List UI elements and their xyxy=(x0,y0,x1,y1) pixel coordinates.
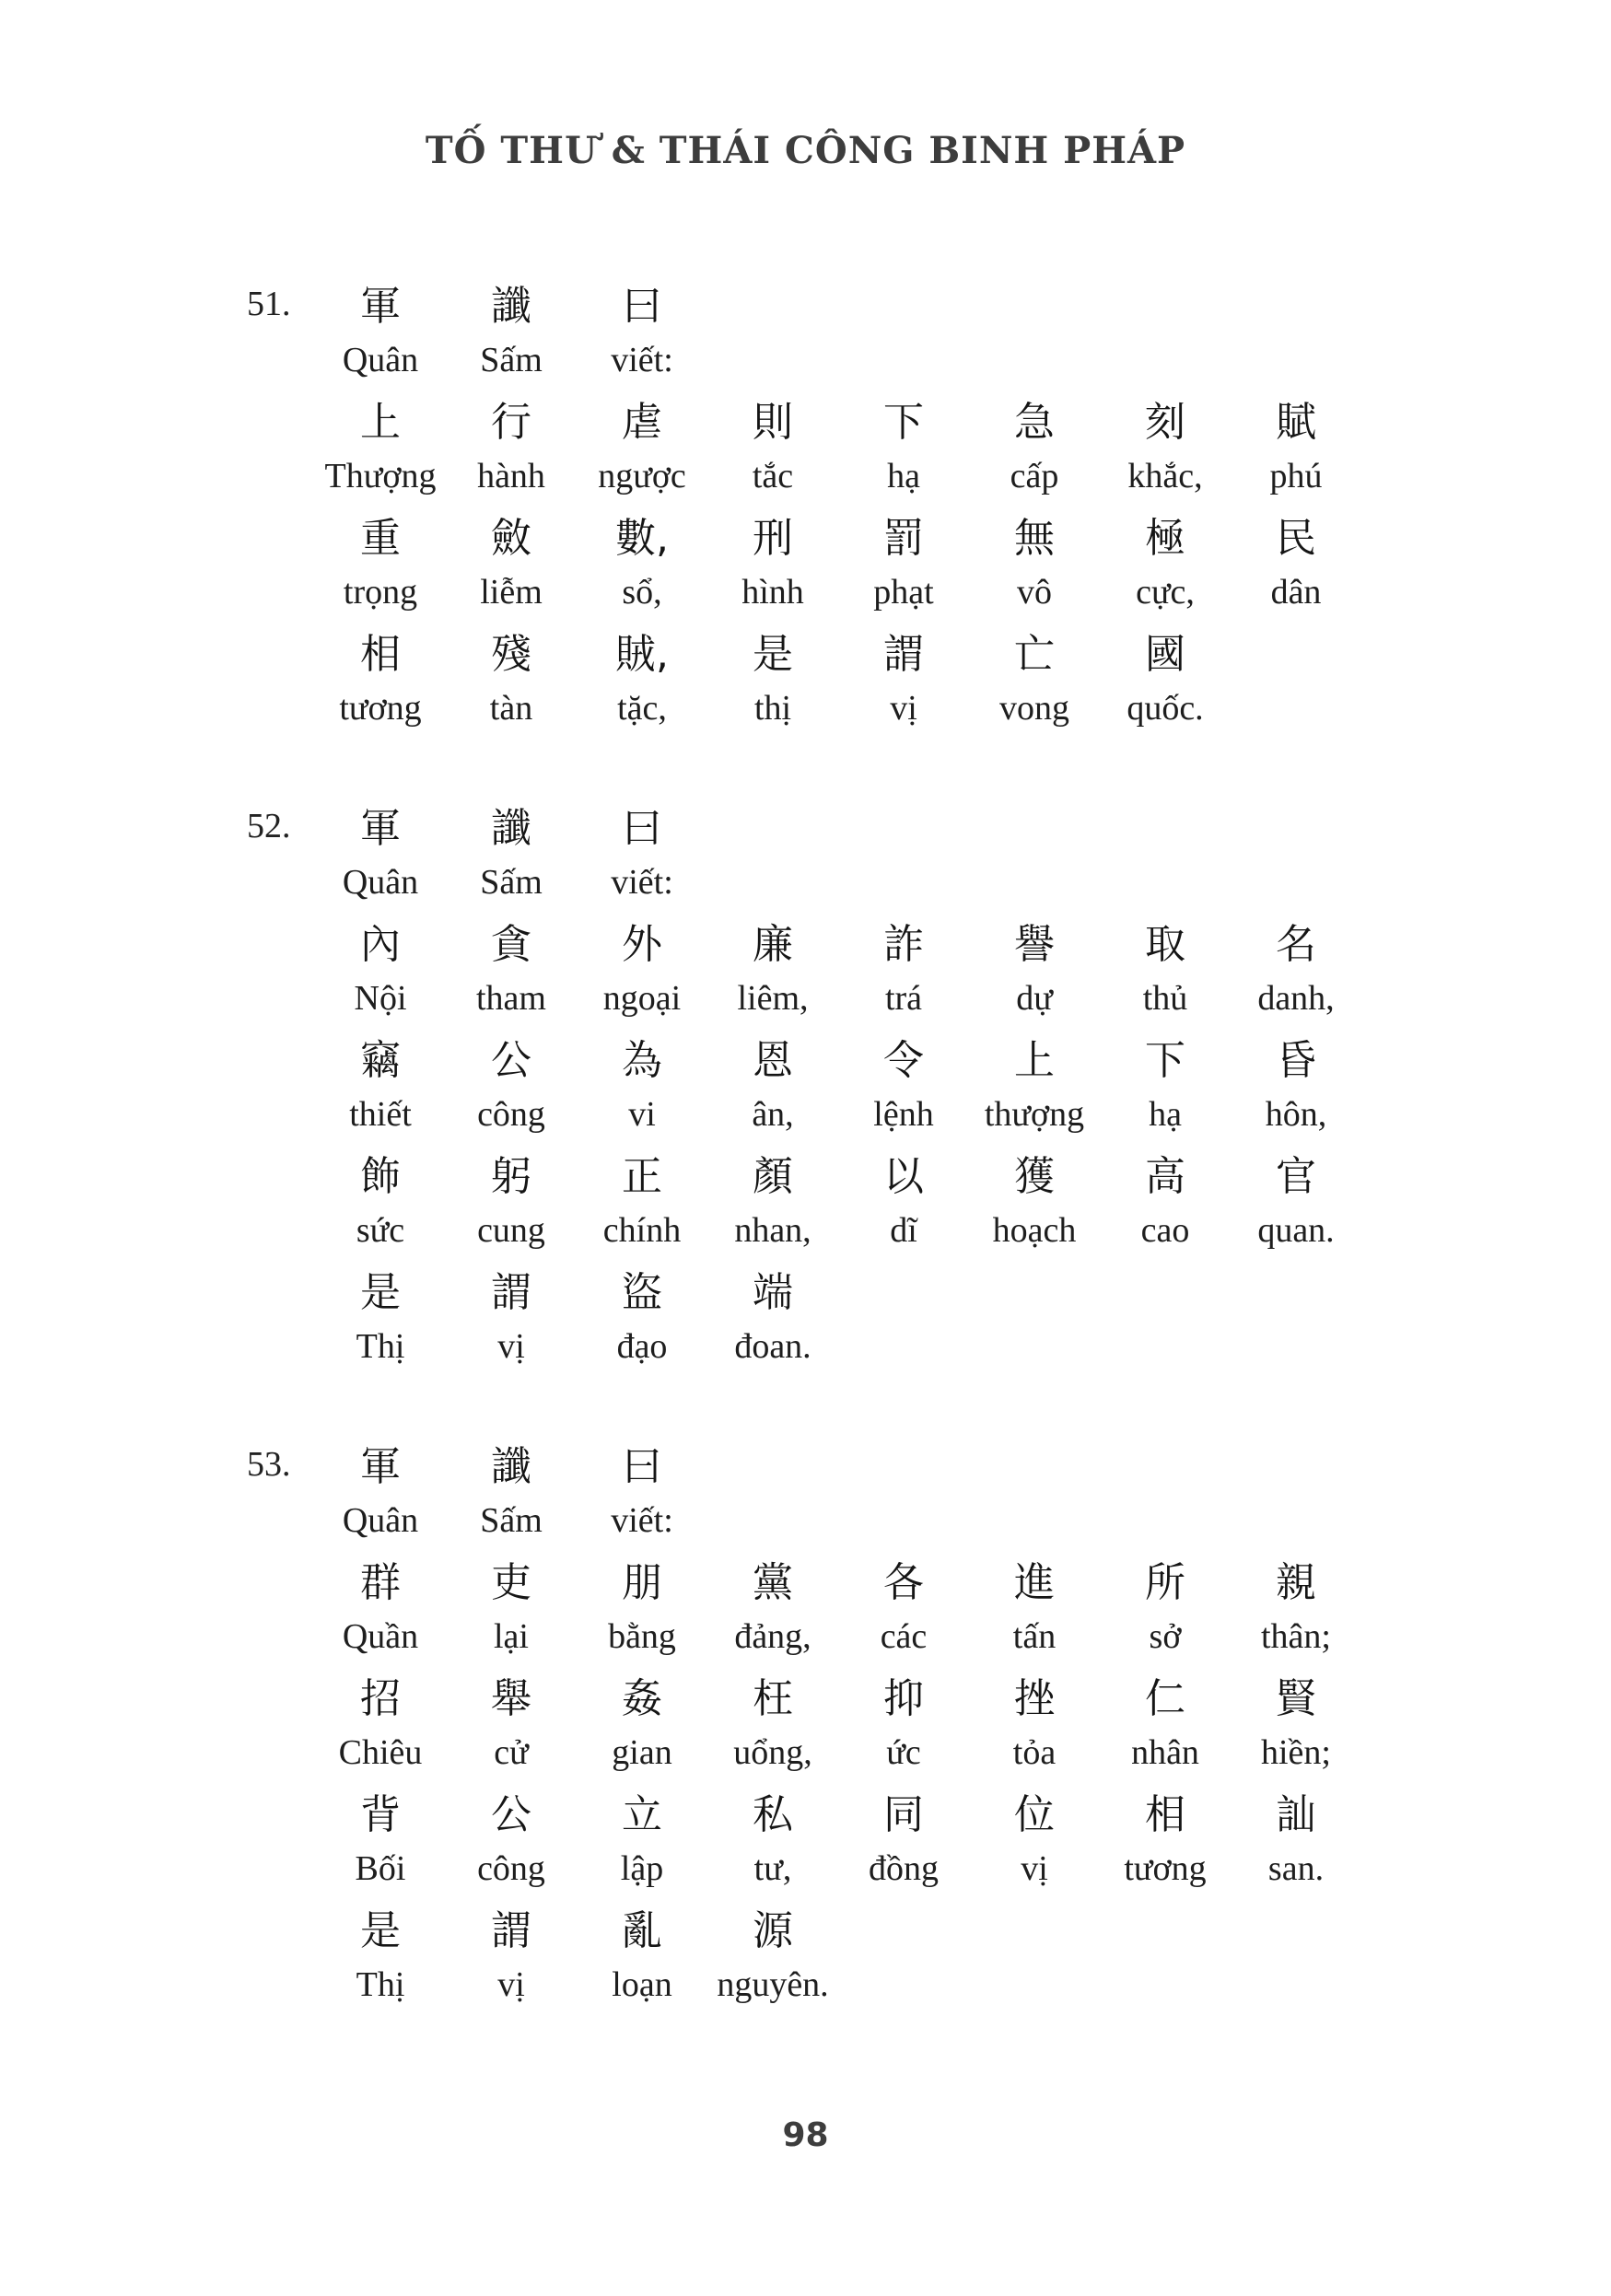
han-character: 親 xyxy=(1276,1558,1316,1606)
vietnamese-word: cấp xyxy=(1010,456,1059,495)
han-character: 公 xyxy=(491,1790,531,1838)
han-character: 讖 xyxy=(491,1442,531,1490)
vietnamese-reading-row xyxy=(315,1607,1611,1665)
vietnamese-word: san. xyxy=(1267,1848,1325,1888)
vietnamese-reading-row xyxy=(315,1201,1611,1259)
han-character: 訕 xyxy=(1276,1790,1316,1838)
han-character: 亡 xyxy=(1014,630,1055,678)
vietnamese-word: sổ, xyxy=(622,572,662,612)
vietnamese-word: nhan, xyxy=(734,1210,811,1250)
han-character: 昏 xyxy=(1276,1036,1316,1084)
han-character: 極 xyxy=(1145,514,1185,562)
han-character: 官 xyxy=(1276,1152,1316,1200)
han-character-row xyxy=(315,1781,1611,1839)
vietnamese-word: cực, xyxy=(1136,572,1195,612)
vietnamese-word: công xyxy=(477,1094,545,1134)
vietnamese-word: thiết xyxy=(349,1094,412,1134)
han-character: 招 xyxy=(360,1674,401,1722)
vietnamese-word: tương xyxy=(339,688,422,728)
han-character: 進 xyxy=(1014,1558,1055,1606)
han-character-row xyxy=(315,795,1611,853)
han-character: 飾 xyxy=(360,1152,401,1200)
han-character: 正 xyxy=(622,1152,662,1200)
han-character: 仁 xyxy=(1145,1674,1185,1722)
passage-section xyxy=(0,795,1611,1375)
han-character: 吏 xyxy=(491,1558,531,1606)
han-character: 曰 xyxy=(622,1442,662,1490)
vietnamese-word: nhân xyxy=(1131,1732,1199,1772)
vietnamese-word: tắc xyxy=(752,456,794,495)
vietnamese-word: đoan. xyxy=(734,1326,811,1366)
han-character: 源 xyxy=(753,1906,793,1954)
han-character: 刑 xyxy=(753,514,793,562)
vietnamese-word: hạ xyxy=(1149,1094,1182,1134)
han-character: 抑 xyxy=(883,1674,924,1722)
vietnamese-word: trọng xyxy=(343,572,418,612)
vietnamese-word: hình xyxy=(741,572,804,612)
vietnamese-word: đạo xyxy=(616,1326,668,1366)
passage-section xyxy=(0,1433,1611,2013)
han-character-row xyxy=(315,505,1611,563)
vietnamese-word: liễm xyxy=(480,572,543,612)
han-character-row xyxy=(315,1143,1611,1201)
han-character-row xyxy=(315,389,1611,447)
vietnamese-word: hoạch xyxy=(992,1210,1077,1250)
han-character: 上 xyxy=(360,398,401,446)
vietnamese-word: Sấm xyxy=(480,340,543,379)
vietnamese-word: vi xyxy=(628,1094,656,1134)
han-character: 軍 xyxy=(360,1442,401,1490)
vietnamese-reading-row xyxy=(315,447,1611,505)
han-character: 下 xyxy=(1145,1036,1185,1084)
vietnamese-word: hiền; xyxy=(1261,1732,1331,1772)
han-character: 無 xyxy=(1014,514,1055,562)
han-character: 高 xyxy=(1145,1152,1185,1200)
han-character: 顏 xyxy=(753,1152,793,1200)
han-character: 以 xyxy=(883,1152,924,1200)
vietnamese-word: vị xyxy=(497,1964,525,2004)
han-character: 斂 xyxy=(491,514,531,562)
han-character: 則 xyxy=(753,398,793,446)
vietnamese-word: vị xyxy=(497,1326,525,1366)
han-character: 讖 xyxy=(491,804,531,852)
vietnamese-word: phạt xyxy=(873,572,934,612)
vietnamese-word: uổng, xyxy=(733,1732,812,1772)
han-character: 姦 xyxy=(622,1674,662,1722)
vietnamese-word: Sấm xyxy=(480,862,543,902)
han-character: 外 xyxy=(622,920,662,968)
vietnamese-reading-row xyxy=(315,679,1611,737)
han-character: 貪 xyxy=(491,920,531,968)
han-character: 公 xyxy=(491,1036,531,1084)
han-character: 軍 xyxy=(360,804,401,852)
vietnamese-word: gian xyxy=(612,1732,672,1772)
vietnamese-word: bằng xyxy=(608,1616,676,1656)
han-character: 重 xyxy=(360,514,401,562)
han-character: 背 xyxy=(360,1790,401,1838)
han-character: 殘 xyxy=(491,630,531,678)
han-character: 詐 xyxy=(883,920,924,968)
han-character: 賢 xyxy=(1276,1674,1316,1722)
han-character: 賦 xyxy=(1276,398,1316,446)
vietnamese-word: sức xyxy=(356,1210,405,1250)
vietnamese-reading-row xyxy=(315,969,1611,1027)
vietnamese-reading-row xyxy=(315,1085,1611,1143)
han-character: 竊 xyxy=(360,1036,401,1084)
vietnamese-word: khắc, xyxy=(1127,456,1203,495)
han-character: 內 xyxy=(360,920,401,968)
han-character: 挫 xyxy=(1014,1674,1055,1722)
vietnamese-word: lệnh xyxy=(873,1094,934,1134)
passage-section xyxy=(0,273,1611,737)
vietnamese-word: ngược xyxy=(598,456,686,495)
vietnamese-word: lập xyxy=(620,1848,664,1888)
han-character: 私 xyxy=(753,1790,793,1838)
vietnamese-word: viết: xyxy=(611,340,673,379)
han-character: 名 xyxy=(1276,920,1316,968)
han-character-row xyxy=(315,1549,1611,1607)
han-character: 謂 xyxy=(883,630,924,678)
vietnamese-word: ức xyxy=(886,1732,921,1772)
vietnamese-word: Chiêu xyxy=(338,1732,423,1772)
han-character: 上 xyxy=(1014,1036,1055,1084)
section-number: 52. xyxy=(247,807,291,845)
han-character: 立 xyxy=(622,1790,662,1838)
han-character: 各 xyxy=(883,1558,924,1606)
running-header: TỐ THƯ & THÁI CÔNG BINH PHÁP xyxy=(425,129,1186,172)
vietnamese-word: loạn xyxy=(612,1964,672,2004)
vietnamese-word: vị xyxy=(1021,1848,1048,1888)
vietnamese-word: viết: xyxy=(611,1500,673,1540)
section-number: 53. xyxy=(247,1445,291,1484)
vietnamese-word: Thị xyxy=(356,1326,405,1366)
vietnamese-word: quan. xyxy=(1257,1210,1335,1250)
vietnamese-word: ân, xyxy=(752,1094,794,1134)
vietnamese-word: tỏa xyxy=(1012,1732,1056,1772)
vietnamese-word: dĩ xyxy=(890,1210,917,1250)
vietnamese-reading-row xyxy=(315,1955,1611,2013)
vietnamese-word: hạ xyxy=(887,456,920,495)
han-character: 恩 xyxy=(753,1036,793,1084)
han-character: 是 xyxy=(360,1906,401,1954)
han-character: 同 xyxy=(883,1790,924,1838)
vietnamese-word: Thượng xyxy=(324,456,437,495)
vietnamese-word: tàn xyxy=(489,688,533,728)
han-character: 端 xyxy=(753,1268,793,1316)
vietnamese-word: trá xyxy=(884,978,923,1018)
vietnamese-word: thượng xyxy=(984,1094,1085,1134)
han-character-row xyxy=(315,1259,1611,1317)
han-character: 令 xyxy=(883,1036,924,1084)
vietnamese-word: dân xyxy=(1270,572,1322,612)
han-character: 罰 xyxy=(883,514,924,562)
han-character: 謂 xyxy=(491,1906,531,1954)
han-character: 下 xyxy=(883,398,924,446)
vietnamese-reading-row xyxy=(315,853,1611,911)
han-character-row xyxy=(315,1433,1611,1491)
han-character: 是 xyxy=(360,1268,401,1316)
vietnamese-word: Nội xyxy=(354,978,407,1018)
vietnamese-reading-row xyxy=(315,1317,1611,1375)
han-character: 所 xyxy=(1145,1558,1185,1606)
vietnamese-word: quốc. xyxy=(1127,688,1204,728)
han-character: 枉 xyxy=(753,1674,793,1722)
vietnamese-word: ngoại xyxy=(602,978,682,1018)
vietnamese-word: vô xyxy=(1017,572,1052,612)
vietnamese-word: sở xyxy=(1149,1616,1182,1656)
vietnamese-word: nguyên. xyxy=(717,1964,829,2004)
vietnamese-word: cử xyxy=(494,1732,529,1772)
vietnamese-word: tương xyxy=(1124,1848,1207,1888)
vietnamese-reading-row xyxy=(315,1723,1611,1781)
vietnamese-word: danh, xyxy=(1257,978,1335,1018)
vietnamese-word: Quần xyxy=(342,1616,419,1656)
han-character: 朋 xyxy=(622,1558,662,1606)
vietnamese-word: hôn, xyxy=(1265,1094,1327,1134)
vietnamese-word: lại xyxy=(494,1616,529,1656)
vietnamese-word: tấn xyxy=(1012,1616,1056,1656)
han-character: 虐 xyxy=(622,398,662,446)
page-content xyxy=(0,273,1611,2071)
han-character: 民 xyxy=(1276,514,1316,562)
vietnamese-word: viết: xyxy=(611,862,673,902)
vietnamese-reading-row xyxy=(315,331,1611,389)
section-number: 51. xyxy=(247,285,291,323)
han-character: 取 xyxy=(1145,920,1185,968)
han-character: 賊, xyxy=(615,630,669,678)
han-character: 盜 xyxy=(622,1268,662,1316)
han-character: 躬 xyxy=(491,1152,531,1200)
han-character-row xyxy=(315,1665,1611,1723)
vietnamese-word: Thị xyxy=(356,1964,405,2004)
han-character: 數, xyxy=(615,514,669,562)
vietnamese-word: tham xyxy=(476,978,546,1018)
han-character: 相 xyxy=(360,630,401,678)
han-character: 為 xyxy=(622,1036,662,1084)
han-character-row xyxy=(315,911,1611,969)
vietnamese-word: Quân xyxy=(342,1500,419,1540)
han-character: 相 xyxy=(1145,1790,1185,1838)
vietnamese-reading-row xyxy=(315,1839,1611,1897)
han-character: 位 xyxy=(1014,1790,1055,1838)
vietnamese-word: thân; xyxy=(1261,1616,1331,1656)
vietnamese-word: các xyxy=(880,1616,928,1656)
han-character: 行 xyxy=(491,398,531,446)
vietnamese-reading-row xyxy=(315,1491,1611,1549)
han-character-row xyxy=(315,273,1611,331)
vietnamese-word: công xyxy=(477,1848,545,1888)
vietnamese-word: tư, xyxy=(753,1848,792,1888)
vietnamese-word: vong xyxy=(999,688,1069,728)
han-character-row xyxy=(315,1897,1611,1955)
vietnamese-word: cung xyxy=(477,1210,545,1250)
vietnamese-word: thị xyxy=(753,688,792,728)
vietnamese-word: cao xyxy=(1140,1210,1190,1250)
han-character: 舉 xyxy=(491,1674,531,1722)
vietnamese-word: hành xyxy=(477,456,545,495)
vietnamese-word: đồng xyxy=(869,1848,939,1888)
vietnamese-word: Quân xyxy=(342,862,419,902)
vietnamese-word: đảng, xyxy=(734,1616,811,1656)
vietnamese-word: chính xyxy=(602,1210,682,1250)
vietnamese-word: Sấm xyxy=(480,1500,543,1540)
vietnamese-word: Quân xyxy=(342,340,419,379)
vietnamese-reading-row xyxy=(315,563,1611,621)
han-character: 刻 xyxy=(1145,398,1185,446)
vietnamese-word: dự xyxy=(1016,978,1053,1018)
han-character: 曰 xyxy=(622,282,662,330)
han-character: 軍 xyxy=(360,282,401,330)
han-character: 廉 xyxy=(753,920,793,968)
han-character: 黨 xyxy=(753,1558,793,1606)
han-character: 曰 xyxy=(622,804,662,852)
han-character: 是 xyxy=(753,630,793,678)
vietnamese-word: vị xyxy=(890,688,917,728)
han-character: 讖 xyxy=(491,282,531,330)
vietnamese-word: liêm, xyxy=(737,978,809,1018)
vietnamese-word: Bối xyxy=(355,1848,406,1888)
han-character-row xyxy=(315,1027,1611,1085)
vietnamese-word: phú xyxy=(1269,456,1323,495)
han-character: 謂 xyxy=(491,1268,531,1316)
han-character: 亂 xyxy=(622,1906,662,1954)
han-character: 國 xyxy=(1145,630,1185,678)
vietnamese-word: thủ xyxy=(1142,978,1188,1018)
page-number: 98 xyxy=(782,2116,829,2154)
han-character: 急 xyxy=(1014,398,1055,446)
han-character-row xyxy=(315,621,1611,679)
han-character: 獲 xyxy=(1014,1152,1055,1200)
vietnamese-word: tặc, xyxy=(617,688,667,728)
han-character: 群 xyxy=(360,1558,401,1606)
han-character: 譽 xyxy=(1014,920,1055,968)
